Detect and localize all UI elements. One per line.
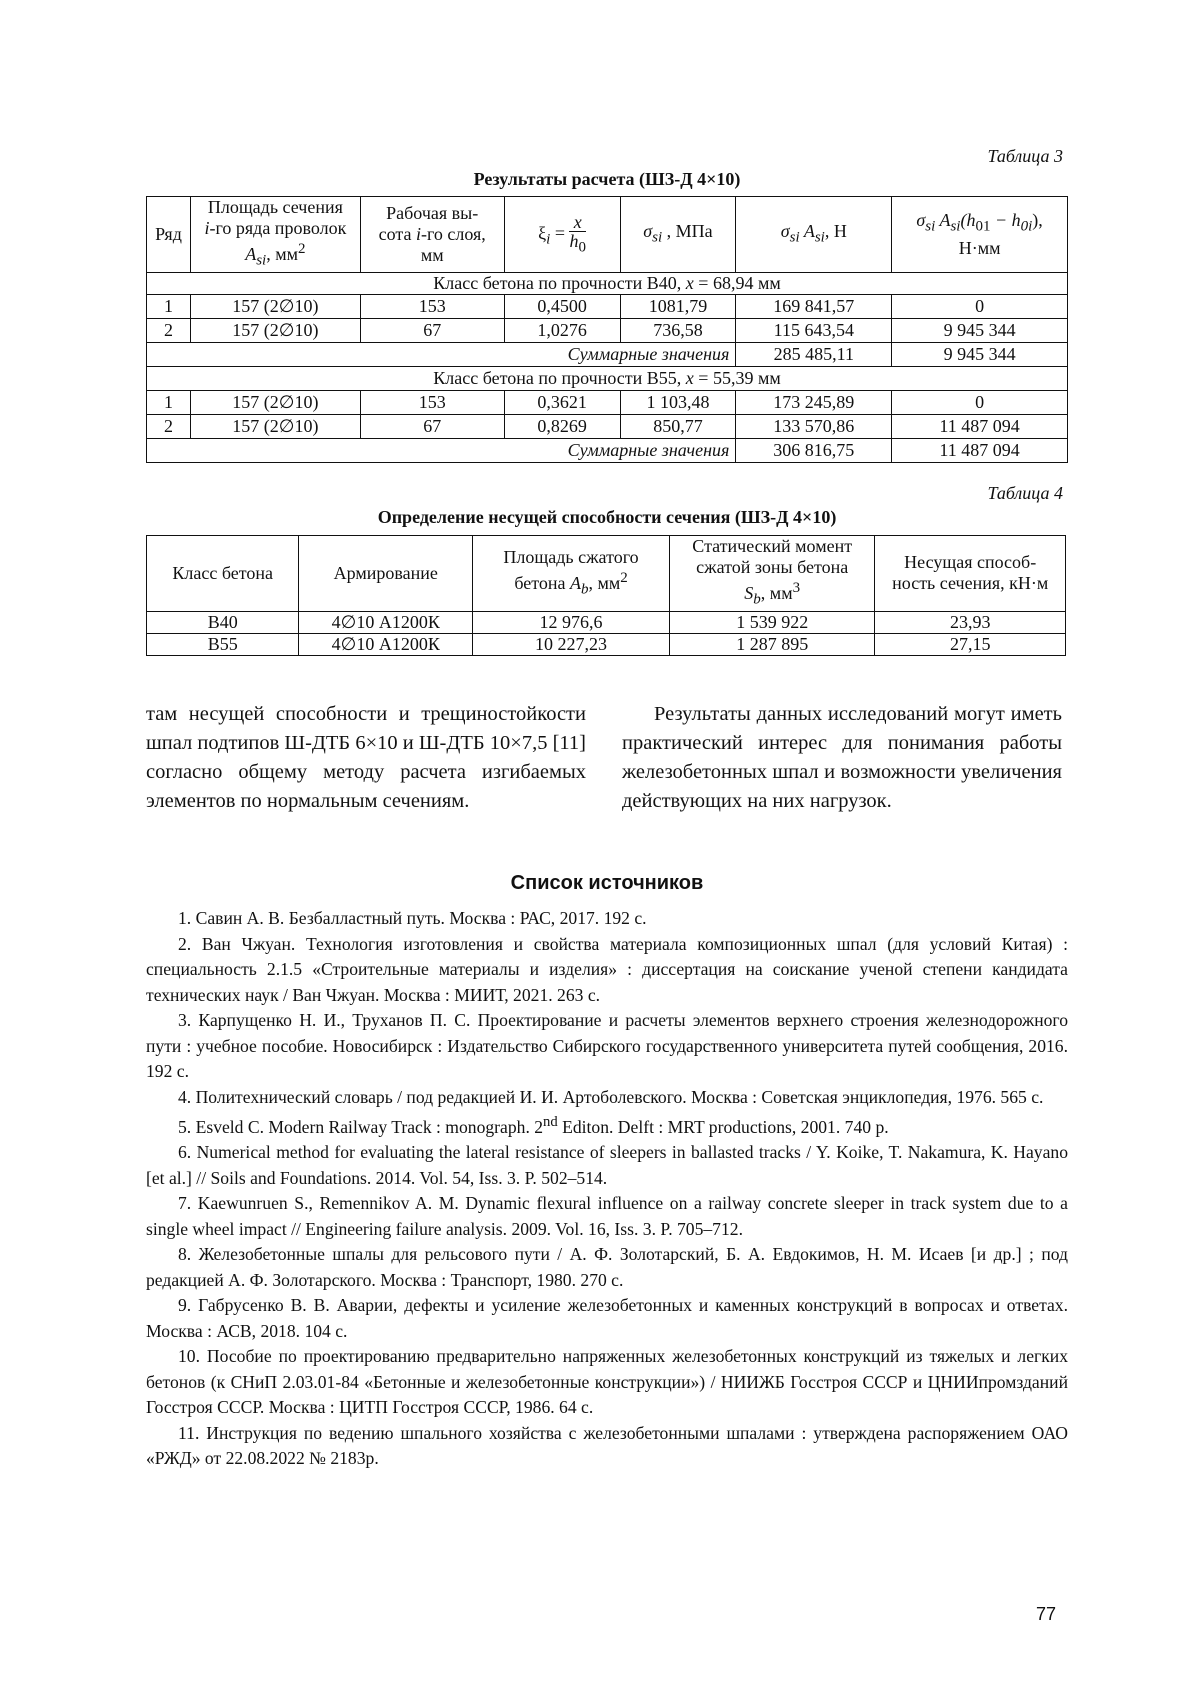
sum-force: 306 816,75 (736, 438, 892, 462)
moment-sigma: σ (916, 210, 926, 230)
reference-item (146, 1110, 1068, 1140)
header-stat-line2: сжатой зоны бетона (696, 557, 849, 577)
header-xi-col (504, 197, 620, 273)
table-cell: 169 841,57 (736, 294, 892, 318)
reference-item: 7. Kaewunruen S., Remennikov A. M. Dynamic flexural influence on a railway concrete sleeper in track system due to a single wheel impact // Engineering failure analysis. 2009. Vol. 16, Iss. 3. P. 705–712. (146, 1193, 1068, 1239)
table4 (146, 535, 1066, 656)
header-stat-unit: , мм (760, 583, 793, 603)
table-row (147, 390, 1068, 414)
table-cell: 12 976,6 (473, 611, 670, 633)
sum-force: 285 485,11 (736, 342, 892, 366)
table4-title: Определение несущей способности сечения (ШЗ-Д 4×10) (377, 507, 837, 527)
header-sigma-col (620, 197, 736, 273)
table4-header-row (147, 536, 1066, 612)
xi-fraction (569, 213, 586, 257)
header-area-unit: , мм (266, 244, 299, 264)
header-cap-line2: ность сечения, кН·м (892, 573, 1049, 594)
header-row-col: Ряд (147, 197, 191, 273)
header-area-sup: 2 (620, 569, 628, 586)
table3 (146, 196, 1068, 463)
moment-expr-c: ), (1032, 210, 1043, 230)
reference-item: 9. Габрусенко В. В. Аварии, дефекты и усиление железобетонных и каменных конструкций в вопросах и ответах. Москва : АСВ, 2018. 104 с. (146, 1295, 1068, 1341)
group-label-value: = 55,39 мм (693, 367, 781, 388)
table-cell: 27,15 (875, 633, 1066, 655)
header-height-line2a: сота (378, 223, 416, 244)
force-A-sub: si (814, 229, 825, 246)
header-area-line2: бетона (514, 572, 570, 593)
xi-den-sub: 0 (578, 239, 586, 256)
header-class-col: Класс бетона (147, 536, 299, 612)
table-cell: 23,93 (875, 611, 1066, 633)
xi-eq: = (550, 222, 570, 243)
table-cell: 133 570,86 (736, 414, 892, 438)
header-height-line1: Рабочая вы- (386, 202, 479, 223)
table-cell: В40 (147, 611, 299, 633)
header-area-i: i (204, 218, 210, 238)
header-cap-line1: Несущая способ- (904, 552, 1037, 573)
reference-item: 6. Numerical method for evaluating the lateral resistance of sleepers in ballasted tracks / Y. Koike, T. Nakamura, K. Hayano [et al.] // Soils and Foundations. 2014. Vol. 54, Iss. 3. P. 502–514. (146, 1142, 1068, 1188)
table-cell: 115 643,54 (736, 318, 892, 342)
header-stat-sup: 3 (792, 580, 801, 596)
table3-sum-row (147, 438, 1068, 462)
group-label (147, 366, 1068, 390)
table-cell: 1 (147, 390, 191, 414)
table-cell: 153 (360, 294, 504, 318)
header-static-moment-col (670, 536, 875, 612)
table-cell: 157 (2∅10) (190, 318, 360, 342)
table-cell: 1,0276 (504, 318, 620, 342)
table-cell: 157 (2∅10) (190, 294, 360, 318)
body-left-column (146, 700, 586, 816)
table-cell: 1 (147, 294, 191, 318)
moment-expr-b: − h (990, 210, 1021, 230)
moment-expr-a: (h (960, 210, 976, 230)
header-force-col (736, 197, 892, 273)
header-capacity-col (875, 536, 1066, 612)
table-cell: 157 (2∅10) (190, 414, 360, 438)
reference-5-text: 5. Esveld C. Modern Railway Track : monograph. 2 (178, 1116, 544, 1137)
force-sigma: σ (780, 220, 790, 241)
table3-group-row (147, 272, 1068, 294)
table-cell: 67 (360, 414, 504, 438)
header-stat-line1: Статический момент (692, 536, 853, 556)
table-cell: 2 (147, 318, 191, 342)
table-cell: 850,77 (620, 414, 736, 438)
header-stat-symbol: S (744, 583, 754, 603)
reference-item: 8. Железобетонные шпалы для рельсового пути / А. Ф. Золотарский, Б. А. Евдокимов, Н. М. Исаев [и др.] ; под редакцией А. Ф. Золотарского. Москва : Транспорт, 1980. 270 с. (146, 1244, 1068, 1290)
xi-denominator: h (569, 230, 579, 251)
table3-group-row (147, 366, 1068, 390)
header-area-unit: , мм (588, 572, 621, 593)
table-cell: 9 945 344 (892, 318, 1068, 342)
group-label (147, 272, 1068, 294)
table-cell: 1081,79 (620, 294, 736, 318)
header-height-col (360, 197, 504, 273)
header-compressed-area-col (473, 536, 670, 612)
reference-item: 11. Инструкция по ведению шпального хозяйства с железобетонными шпалами : утверждена распоряжением ОАО «РЖД» от 22.08.2022 № 2183р. (146, 1422, 1068, 1469)
xi-numerator: x (573, 211, 582, 232)
reference-item: 1. Савин А. В. Безбалластный путь. Москва : РАС, 2017. 192 с. (178, 908, 647, 928)
table-cell: 10 227,23 (473, 633, 670, 655)
table-cell: В55 (147, 633, 299, 655)
reference-5-text-end: Editon. Delft : MRT productions, 2001. 740 p. (557, 1116, 889, 1137)
table-cell: 0 (892, 294, 1068, 318)
header-area-symbol: A (569, 572, 581, 593)
table-cell: 736,58 (620, 318, 736, 342)
group-label-text: Класс бетона по прочности В40, (433, 272, 686, 293)
table-cell: 0 (892, 390, 1068, 414)
header-height-line2b: -го слоя, (420, 223, 486, 244)
xi-sub: i (546, 231, 551, 248)
moment-A: A (935, 210, 951, 230)
table-cell: 4∅10 А1200К (299, 611, 473, 633)
header-stat-sub: b (753, 591, 761, 608)
moment-unit: Н·мм (958, 237, 1001, 258)
moment-expr-sub2: 0i (1020, 218, 1033, 235)
table-cell: 1 103,48 (620, 390, 736, 414)
table-cell: 11 487 094 (892, 414, 1068, 438)
table-cell: 4∅10 А1200К (299, 633, 473, 655)
reference-item: 2. Ван Чжуан. Технология изготовления и свойства материала композиционных шпал (для условий Китая) : специальность 2.1.5 «Строительные материалы и изделия» : диссертация на соискание ученой степени кандидата технических наук / Ван Чжуан. Москва : МИИТ, 2021. 263 с. (146, 933, 1068, 1005)
reference-5-sup: nd (543, 1114, 558, 1130)
moment-expr-sub1: 01 (975, 218, 991, 235)
table-row (147, 611, 1066, 633)
header-area-sup: 2 (298, 241, 306, 257)
references-title: Список источников (510, 872, 704, 894)
table3-header-row (147, 197, 1068, 273)
header-area-line2: -го ряда проволок (209, 218, 347, 238)
group-label-text: Класс бетона по прочности В55, (433, 367, 686, 388)
header-height-line3: мм (420, 244, 444, 265)
sigma-unit: , МПа (662, 220, 713, 241)
header-area-line1: Площадь сжатого (503, 546, 639, 567)
xi-symbol: ξ (538, 222, 547, 243)
table-cell: 0,3621 (504, 390, 620, 414)
table3-title: Результаты расчета (ШЗ-Д 4×10) (473, 169, 741, 189)
body-paragraph: Результаты данных исследований могут иметь практический интерес для понимания работы железобетонных шпал и возможности увеличения действующих на них нагрузок. (622, 703, 1062, 812)
force-sigma-sub: si (789, 229, 800, 246)
force-unit: , Н (824, 220, 847, 241)
header-reinf-col: Армирование (299, 536, 473, 612)
table-cell: 1 539 922 (670, 611, 875, 633)
header-area-line1: Площадь сечения (207, 197, 343, 217)
header-area-col (190, 197, 360, 273)
header-area-sub: b (580, 581, 589, 598)
sum-label: Суммарные значения (147, 342, 736, 366)
sum-label: Суммарные значения (147, 438, 736, 462)
header-height-i: i (415, 223, 421, 244)
table-cell: 157 (2∅10) (190, 390, 360, 414)
body-right-column (622, 700, 1062, 816)
sigma-sub: si (652, 229, 663, 246)
table-row (147, 633, 1066, 655)
sigma-symbol: σ (643, 220, 653, 241)
reference-item: 4. Политехнический словарь / под редакцией И. И. Артоболевского. Москва : Советская энциклопедия, 1976. 565 с. (178, 1086, 1044, 1107)
group-label-value: = 68,94 мм (693, 272, 781, 293)
sum-moment: 11 487 094 (892, 438, 1068, 462)
header-moment-col (892, 197, 1068, 273)
table-row (147, 318, 1068, 342)
body-paragraph: там несущей способности и трещиностойкости шпал подтипов Ш-ДТБ 6×10 и Ш-ДТБ 10×7,5 [11] согласно общему методу расчета изгибаемых элементов по нормальным сечениям. (146, 703, 586, 812)
table-cell: 0,8269 (504, 414, 620, 438)
table-cell: 2 (147, 414, 191, 438)
table3-sum-row (147, 342, 1068, 366)
table3-caption: Таблица 3 (987, 146, 1063, 166)
force-A: A (799, 220, 815, 241)
table-cell: 67 (360, 318, 504, 342)
page-number: 77 (1036, 1604, 1057, 1624)
moment-sigma-sub: si (925, 218, 936, 235)
group-label-x: x (685, 272, 694, 293)
sum-moment: 9 945 344 (892, 342, 1068, 366)
table-cell: 1 287 895 (670, 633, 875, 655)
header-area-symbol: A (245, 244, 257, 264)
reference-item: 10. Пособие по проектированию предварительно напряженных железобетонных конструкций из тяжелых и легких бетонов (к СНиП 2.03.01-84 «Бетонные и железобетонные конструкции») / НИИЖБ Госстроя СССР и ЦНИИпромзданий Госстроя СССР. Москва : ЦИТП Госстроя СССР, 1986. 64 с. (146, 1346, 1068, 1418)
table-row (147, 294, 1068, 318)
table-cell: 153 (360, 390, 504, 414)
reference-item: 3. Карпущенко Н. И., Труханов П. С. Проектирование и расчеты элементов верхнего строения железнодорожного пути : учебное пособие. Новосибирск : Издательство Сибирского государственного университета путей сообщения, 2016. 192 с. (146, 1010, 1068, 1081)
group-label-x: x (685, 367, 694, 388)
header-area-sub: si (256, 252, 267, 269)
references-list (146, 906, 1068, 1472)
table-cell: 0,4500 (504, 294, 620, 318)
table4-caption: Таблица 4 (987, 483, 1063, 503)
moment-A-sub: si (950, 218, 961, 235)
table-cell: 173 245,89 (736, 390, 892, 414)
table-row (147, 414, 1068, 438)
